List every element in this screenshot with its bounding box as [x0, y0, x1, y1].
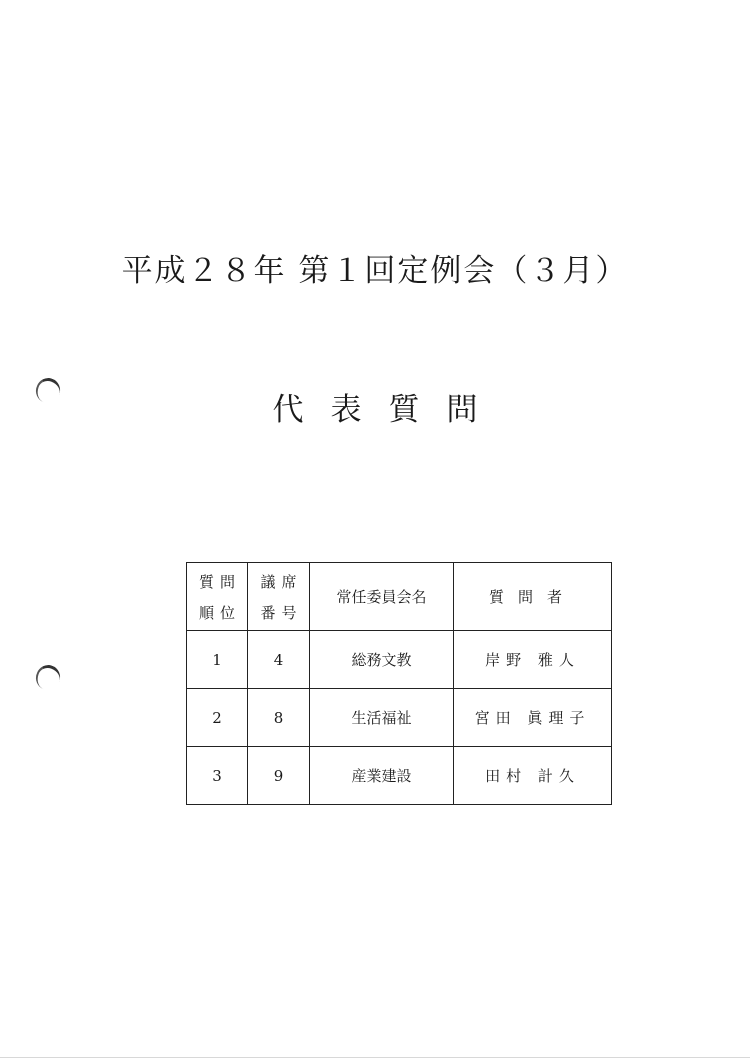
scan-edge-line: [0, 1057, 750, 1058]
cell-committee: 生活福祉: [310, 689, 454, 747]
table-row: [187, 631, 612, 689]
header-order-top: 質問: [198, 572, 241, 591]
cell-seat: 9: [248, 747, 310, 805]
question-table: [186, 562, 612, 805]
cell-questioner: 宮田 眞理子: [454, 689, 612, 747]
table-row: [187, 689, 612, 747]
header-committee: 常任委員会名: [310, 563, 454, 631]
cell-order: 3: [187, 747, 248, 805]
table-header-row: [187, 563, 612, 631]
header-seat-top: 議席: [260, 572, 303, 591]
header-seat-bottom: 番号: [260, 603, 303, 622]
cell-order: 2: [187, 689, 248, 747]
cell-questioner: 岸野 雅人: [454, 631, 612, 689]
cell-questioner: 田村 計久: [454, 747, 612, 805]
document-subtitle: 代表質問: [272, 392, 505, 428]
table-row: [187, 747, 612, 805]
cell-seat: 4: [248, 631, 310, 689]
header-questioner: 質問者: [454, 563, 612, 631]
header-seat: [248, 563, 310, 631]
header-order-bottom: 順位: [198, 603, 241, 622]
cell-order: 1: [187, 631, 248, 689]
cell-seat: 8: [248, 689, 310, 747]
document-title: 平成２８年 第１回定例会（３月）: [121, 253, 629, 289]
punch-hole-bottom: [32, 662, 63, 694]
header-order: [187, 563, 248, 631]
cell-committee: 産業建設: [310, 747, 454, 805]
cell-committee: 総務文教: [310, 631, 454, 689]
